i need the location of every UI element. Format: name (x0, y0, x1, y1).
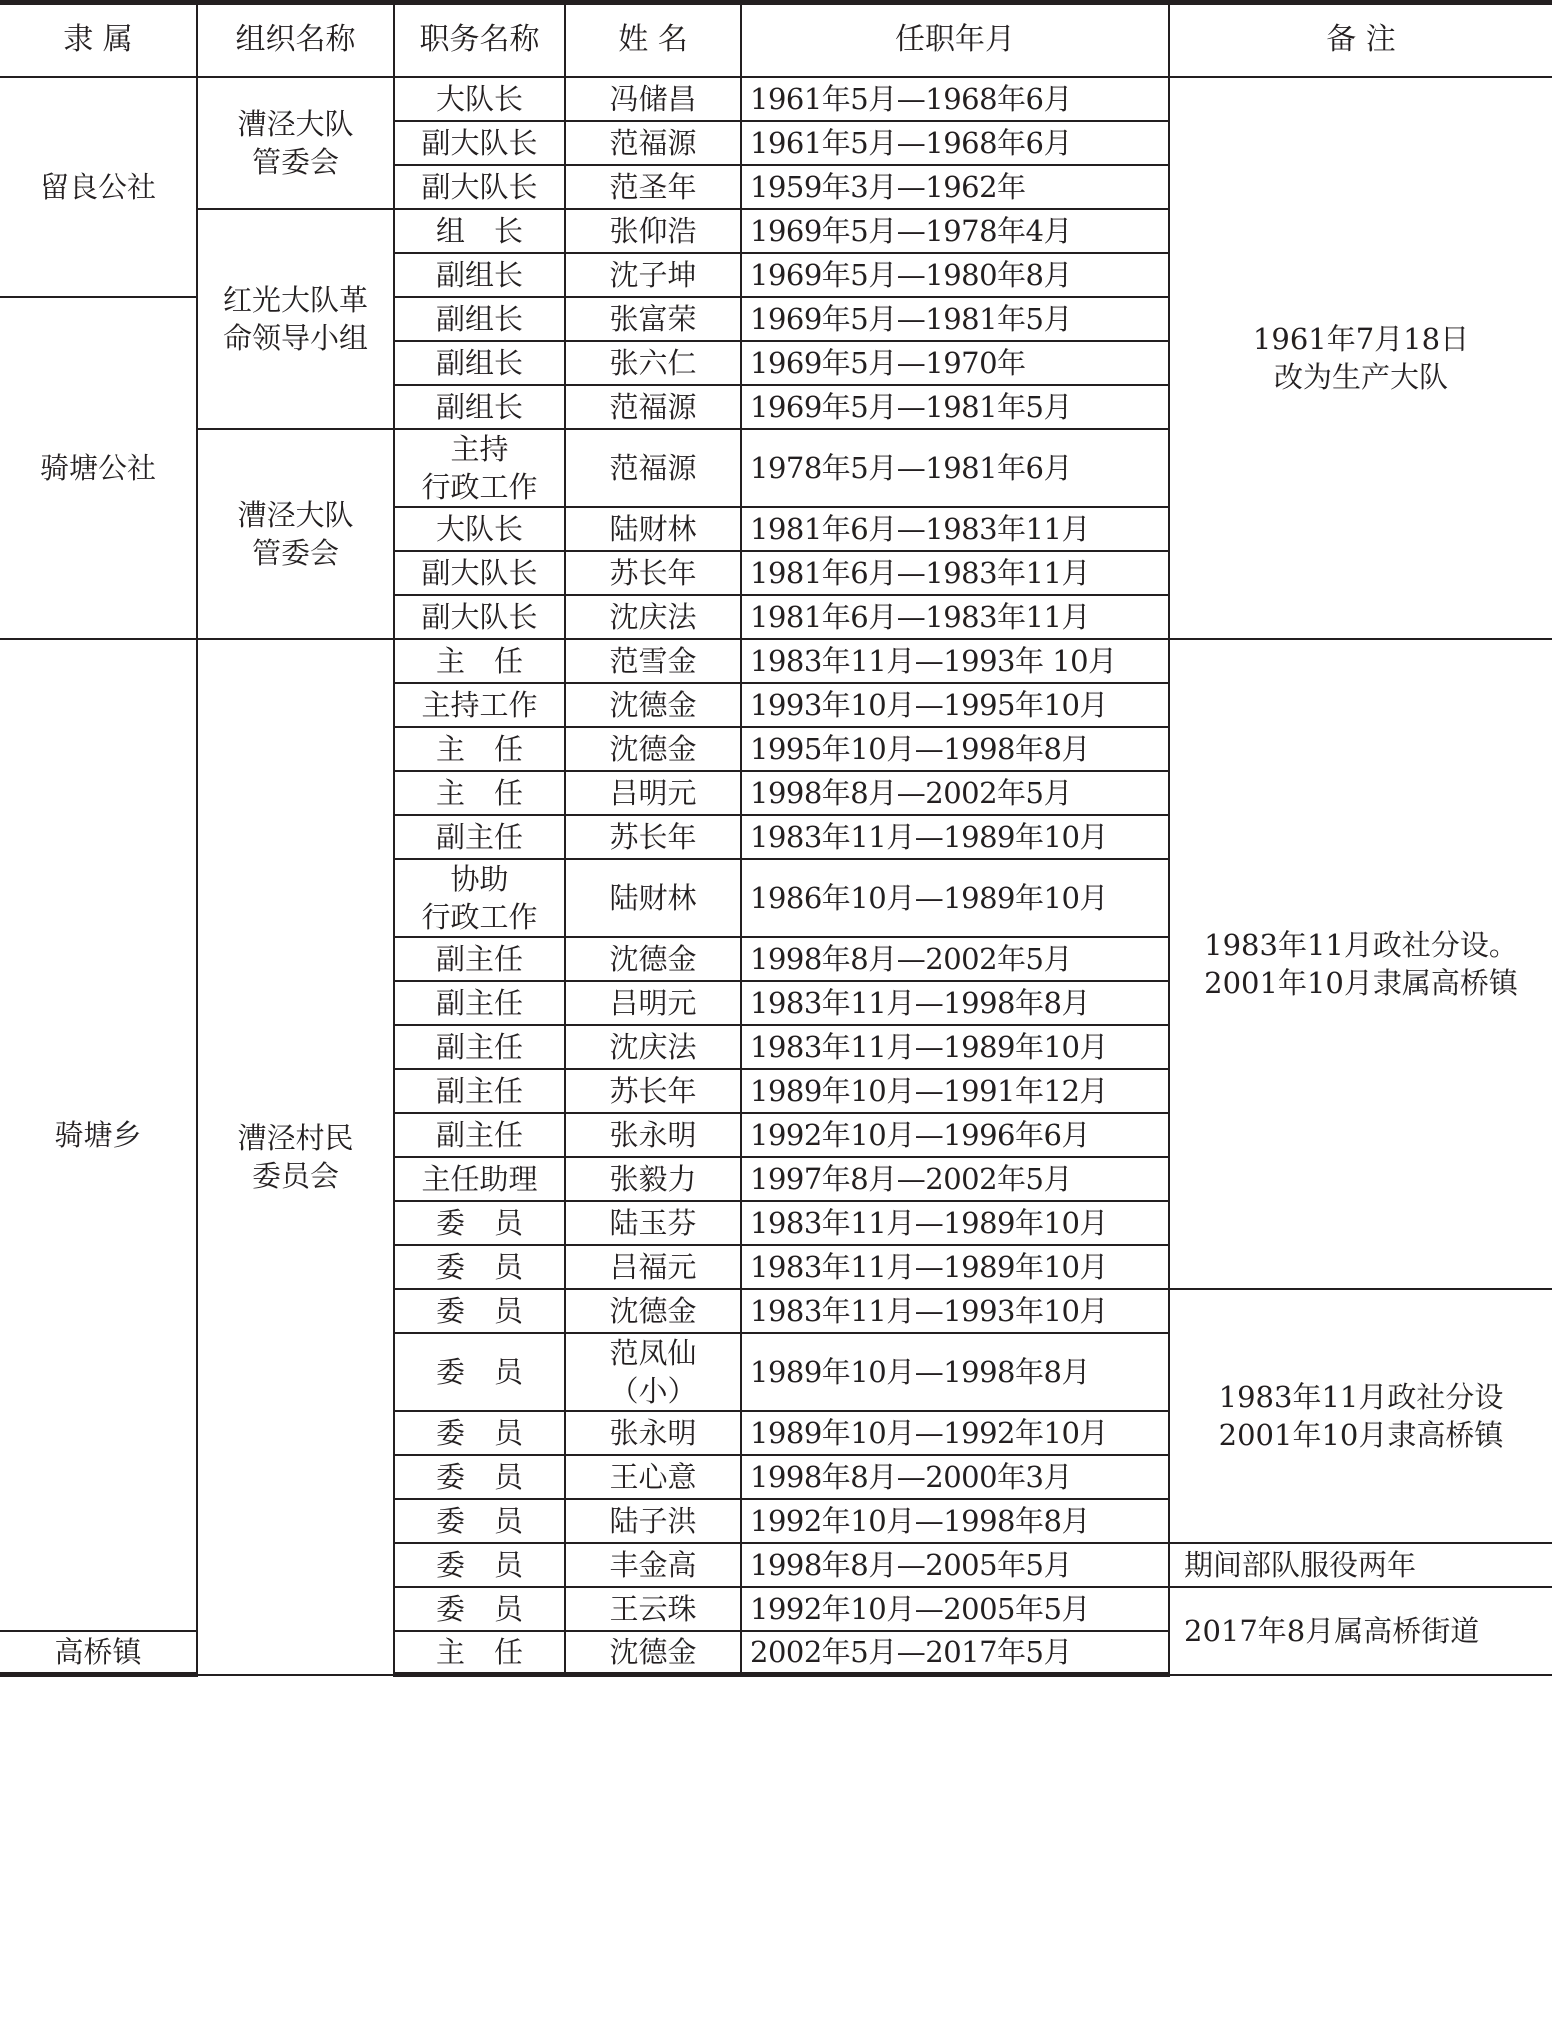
note-separation-1983-b (1169, 1289, 1552, 1543)
position-cell: 副大队长 (394, 595, 565, 639)
table-row (0, 77, 1552, 121)
cell-line: 漕泾大队 (237, 106, 354, 141)
name-cell: 苏长年 (565, 815, 741, 859)
org-caojing-brigade-committee-2 (197, 429, 394, 639)
cell-line: 委员会 (251, 1158, 339, 1193)
period-cell: 1992年10月—1996年6月 (741, 1113, 1169, 1157)
period-cell: 1997年8月—2002年5月 (741, 1157, 1169, 1201)
position-cell: 副主任 (394, 815, 565, 859)
period-cell: 1983年11月—1989年10月 (741, 1025, 1169, 1069)
name-cell: 沈德金 (565, 1631, 741, 1675)
position-cell: 组 长 (394, 209, 565, 253)
cell-line: 改为生产大队 (1273, 359, 1448, 394)
period-cell: 1969年5月—1970年 (741, 341, 1169, 385)
position-cell: 主 任 (394, 727, 565, 771)
period-cell: 1998年8月—2000年3月 (741, 1455, 1169, 1499)
position-cell: 主 任 (394, 771, 565, 815)
cell-line: 主持 (450, 431, 509, 466)
period-cell: 1992年10月—1998年8月 (741, 1499, 1169, 1543)
position-cell: 委 员 (394, 1587, 565, 1631)
name-cell: 陆玉芬 (565, 1201, 741, 1245)
position-cell: 大队长 (394, 77, 565, 121)
period-cell: 1969年5月—1981年5月 (741, 385, 1169, 429)
period-cell: 1983年11月—1989年10月 (741, 1201, 1169, 1245)
name-cell: 王心意 (565, 1455, 741, 1499)
name-cell (565, 1333, 741, 1411)
position-cell: 主持工作 (394, 683, 565, 727)
header-name: 姓 名 (565, 3, 741, 77)
cell-line: （小） (609, 1373, 697, 1408)
period-cell: 1983年11月—1989年10月 (741, 815, 1169, 859)
period-cell: 1969年5月—1980年8月 (741, 253, 1169, 297)
period-cell: 1983年11月—1998年8月 (741, 981, 1169, 1025)
name-cell: 陆子洪 (565, 1499, 741, 1543)
position-cell: 副大队长 (394, 121, 565, 165)
cell-line: 管委会 (251, 144, 339, 179)
cell-line: 管委会 (251, 535, 339, 570)
position-cell: 副主任 (394, 1025, 565, 1069)
name-cell: 吕明元 (565, 771, 741, 815)
name-cell: 吕福元 (565, 1245, 741, 1289)
period-cell: 1978年5月—1981年6月 (741, 429, 1169, 507)
position-cell: 副主任 (394, 1069, 565, 1113)
cell-line: 2001年10月隶属高桥镇 (1204, 965, 1518, 1000)
name-cell: 沈子坤 (565, 253, 741, 297)
name-cell: 苏长年 (565, 1069, 741, 1113)
position-cell: 委 员 (394, 1455, 565, 1499)
name-cell: 陆财林 (565, 507, 741, 551)
period-cell: 1995年10月—1998年8月 (741, 727, 1169, 771)
period-cell: 1981年6月—1983年11月 (741, 551, 1169, 595)
table-body (0, 77, 1552, 1675)
header-position: 职务名称 (394, 3, 565, 77)
name-cell: 苏长年 (565, 551, 741, 595)
period-cell: 1993年10月—1995年10月 (741, 683, 1169, 727)
period-cell: 1959年3月—1962年 (741, 165, 1169, 209)
name-cell: 王云珠 (565, 1587, 741, 1631)
position-cell: 副主任 (394, 1113, 565, 1157)
name-cell: 张富荣 (565, 297, 741, 341)
cell-line: 行政工作 (421, 899, 538, 934)
name-cell: 范福源 (565, 121, 741, 165)
affiliation-qitang-township: 骑塘乡 (0, 639, 197, 1631)
period-cell: 1961年5月—1968年6月 (741, 121, 1169, 165)
period-cell: 1981年6月—1983年11月 (741, 595, 1169, 639)
cell-line: 协助 (450, 861, 509, 896)
name-cell: 冯储昌 (565, 77, 741, 121)
cell-line: 1983年11月政社分设。 (1204, 927, 1518, 962)
position-cell: 委 员 (394, 1543, 565, 1587)
position-cell: 委 员 (394, 1411, 565, 1455)
name-cell: 张永明 (565, 1113, 741, 1157)
name-cell: 张六仁 (565, 341, 741, 385)
org-hongguang-leading-group (197, 209, 394, 429)
period-cell: 1998年8月—2002年5月 (741, 771, 1169, 815)
period-cell: 1986年10月—1989年10月 (741, 859, 1169, 937)
period-cell: 1998年8月—2002年5月 (741, 937, 1169, 981)
position-cell: 委 员 (394, 1289, 565, 1333)
name-cell: 范福源 (565, 385, 741, 429)
position-cell: 委 员 (394, 1201, 565, 1245)
note-separation-1983 (1169, 639, 1552, 1289)
affiliation-liuliang-commune: 留良公社 (0, 77, 197, 297)
name-cell: 陆财林 (565, 859, 741, 937)
table-row (0, 639, 1552, 683)
note-production-brigade (1169, 77, 1552, 639)
cell-line: 漕泾大队 (237, 497, 354, 532)
position-cell (394, 859, 565, 937)
name-cell: 张毅力 (565, 1157, 741, 1201)
name-cell: 吕明元 (565, 981, 741, 1025)
position-cell: 主 任 (394, 639, 565, 683)
header-affiliation: 隶 属 (0, 3, 197, 77)
header-row (0, 3, 1552, 77)
name-cell: 沈庆法 (565, 595, 741, 639)
cell-line: 1983年11月政社分设 (1218, 1379, 1504, 1414)
name-cell: 范福源 (565, 429, 741, 507)
position-cell: 委 员 (394, 1333, 565, 1411)
name-cell: 范雪金 (565, 639, 741, 683)
header-note: 备 注 (1169, 3, 1552, 77)
cell-line: 2001年10月隶高桥镇 (1218, 1417, 1504, 1452)
period-cell: 1961年5月—1968年6月 (741, 77, 1169, 121)
name-cell: 沈德金 (565, 1289, 741, 1333)
position-cell: 副大队长 (394, 551, 565, 595)
name-cell: 张永明 (565, 1411, 741, 1455)
period-cell: 1989年10月—1992年10月 (741, 1411, 1169, 1455)
cell-line: 行政工作 (421, 469, 538, 504)
position-cell: 副组长 (394, 297, 565, 341)
period-cell: 1983年11月—1993年 10月 (741, 639, 1169, 683)
org-caojing-villagers-committee (197, 639, 394, 1675)
org-caojing-brigade-committee-1 (197, 77, 394, 209)
position-cell: 主 任 (394, 1631, 565, 1675)
position-cell: 副大队长 (394, 165, 565, 209)
position-cell: 委 员 (394, 1245, 565, 1289)
name-cell: 沈德金 (565, 683, 741, 727)
cell-line: 红光大队革 (222, 282, 368, 317)
position-cell: 主任助理 (394, 1157, 565, 1201)
header-period: 任职年月 (741, 3, 1169, 77)
position-cell (394, 429, 565, 507)
cell-line: 命领导小组 (222, 320, 368, 355)
position-cell: 副组长 (394, 385, 565, 429)
period-cell: 1969年5月—1978年4月 (741, 209, 1169, 253)
note-gaoqiao-subdistrict: 2017年8月属高桥街道 (1169, 1587, 1552, 1675)
position-cell: 副组长 (394, 341, 565, 385)
cell-line: 漕泾村民 (237, 1120, 354, 1155)
period-cell: 1989年10月—1991年12月 (741, 1069, 1169, 1113)
cell-line: 范凤仙 (609, 1335, 697, 1370)
period-cell: 1983年11月—1989年10月 (741, 1245, 1169, 1289)
position-cell: 大队长 (394, 507, 565, 551)
position-cell: 副组长 (394, 253, 565, 297)
cell-line: 1961年7月18日 (1252, 321, 1470, 356)
note-military-service: 期间部队服役两年 (1169, 1543, 1552, 1587)
period-cell: 1969年5月—1981年5月 (741, 297, 1169, 341)
position-cell: 委 员 (394, 1499, 565, 1543)
affiliation-qitang-commune: 骑塘公社 (0, 297, 197, 639)
name-cell: 范圣年 (565, 165, 741, 209)
position-cell: 副主任 (394, 937, 565, 981)
header-org: 组织名称 (197, 3, 394, 77)
name-cell: 张仰浩 (565, 209, 741, 253)
affiliation-gaoqiao-town: 高桥镇 (0, 1631, 197, 1675)
name-cell: 沈庆法 (565, 1025, 741, 1069)
period-cell: 2002年5月—2017年5月 (741, 1631, 1169, 1675)
period-cell: 1989年10月—1998年8月 (741, 1333, 1169, 1411)
position-cell: 副主任 (394, 981, 565, 1025)
name-cell: 沈德金 (565, 937, 741, 981)
period-cell: 1992年10月—2005年5月 (741, 1587, 1169, 1631)
name-cell: 沈德金 (565, 727, 741, 771)
name-cell: 丰金高 (565, 1543, 741, 1587)
period-cell: 1998年8月—2005年5月 (741, 1543, 1169, 1587)
period-cell: 1981年6月—1983年11月 (741, 507, 1169, 551)
period-cell: 1983年11月—1993年10月 (741, 1289, 1169, 1333)
